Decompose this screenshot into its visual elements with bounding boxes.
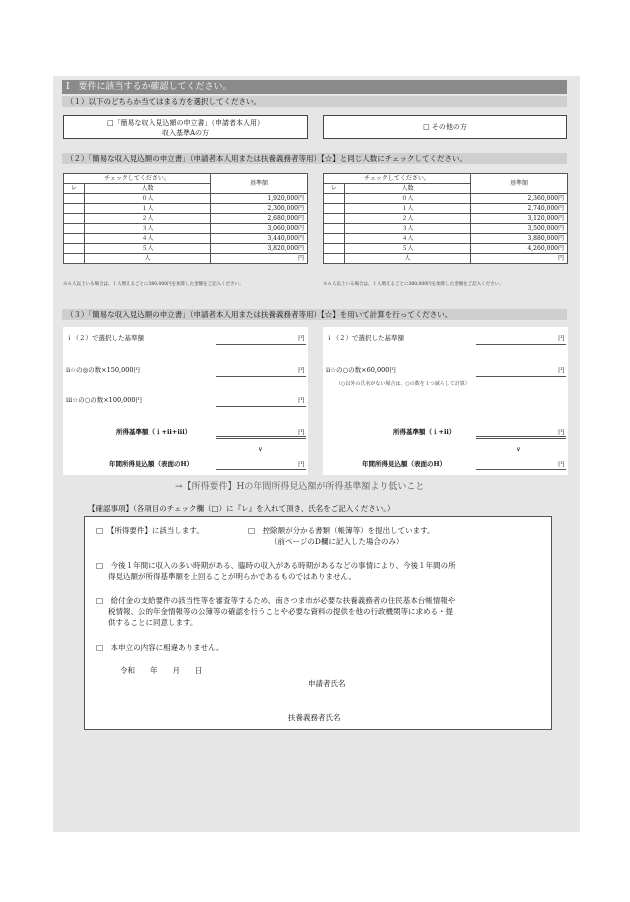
confirm-item-truthful[interactable]: □ 本申立の内容に相違ありません。 <box>96 643 224 652</box>
table-row[interactable]: ４人 3,880,000円 <box>324 234 568 244</box>
confirm-title: 【確認事項】（各項目のチェック欄（□）に『レ』を入れて頂き、氏名をご記入ください。） <box>88 504 395 513</box>
option-a-line2: 収入基準Aの方 <box>161 129 210 137</box>
calc-left-ii: ii☆の◎の数×150,000円 <box>66 366 140 374</box>
table-row[interactable]: 人 円 <box>64 254 308 264</box>
table-row[interactable]: ５人 4,260,000円 <box>324 244 568 254</box>
check-header: チェックしてください。 <box>64 174 211 184</box>
check-cell[interactable] <box>64 204 85 214</box>
table-right-note: ※６人以上いる場合は、１人増えるごとに380,000円を加算した金額をご記入ください。 <box>323 282 504 287</box>
calc-right-income-standard: 所得基準額（ｉ+ii） <box>393 428 456 436</box>
guardian-name-label: 扶養義務者氏名 <box>288 713 341 722</box>
calc-left-iii-field[interactable] <box>216 406 306 407</box>
calc-right-ii-field[interactable] <box>476 376 566 377</box>
amount-header: 基準額 <box>211 174 308 194</box>
question-1: （１）以下のどちらか当てはまる方を選択してください。 <box>62 96 567 107</box>
question-3: （３）「簡易な収入見込額の申立書」（申請者本人用または扶養義務者等用）【☆】を用いて計算を行ってください。 <box>62 309 567 320</box>
check-mark-header: レ <box>324 184 345 194</box>
confirm-item-deduction-docs[interactable]: □ 控除額が分かる書類（帳簿等）を提出しています。 <box>248 526 435 535</box>
check-cell[interactable] <box>324 214 345 224</box>
check-cell[interactable] <box>64 224 85 234</box>
table-row[interactable]: ０人 2,360,000円 <box>324 194 568 204</box>
income-requirement-note: →【所得要件】Hの年間所得見込額が所得基準額より低いこと <box>175 482 425 492</box>
section-title: Ⅰ 要件に該当するか確認してください。 <box>62 80 567 94</box>
calc-left-ii-field[interactable] <box>216 376 306 377</box>
option-b-box[interactable] <box>323 115 567 139</box>
standard-table-left <box>63 173 308 264</box>
check-header: チェックしてください。 <box>324 174 471 184</box>
greater-than-sign: ∨ <box>258 445 263 453</box>
people-header: 人数 <box>345 184 471 194</box>
calc-block-right <box>323 327 568 475</box>
check-cell[interactable] <box>64 234 85 244</box>
greater-than-sign: ∨ <box>516 445 521 453</box>
amount-header: 基準額 <box>471 174 568 194</box>
calc-left-income-standard-field[interactable] <box>216 436 306 439</box>
calc-right-note: （○以外の氏名がない場合は、○の数を１つ減らして計算） <box>336 381 470 387</box>
check-cell[interactable] <box>64 244 85 254</box>
calc-left-i: ｉ（２）で選択した基準額 <box>66 334 144 342</box>
table-row[interactable]: ２人 3,120,000円 <box>324 214 568 224</box>
confirm-item-income[interactable]: □ 【所得要件】に該当します。 <box>96 526 204 535</box>
check-mark-header: レ <box>64 184 85 194</box>
confirm-item-deduction-note: （前ページのD欄に記入した場合のみ） <box>270 537 404 546</box>
confirm-item-no-increase-line2: 得見込額が所得基準額を上回ることが明らかであるものではありません。 <box>108 572 356 581</box>
calc-right-annual: 年間所得見込額（表面のH） <box>362 460 447 468</box>
confirm-item-consent-line1[interactable]: □ 給付金の支給要件の該当性等を審査等するため、南さつま市が必要な扶養義務者の住民基本台帳情報や <box>96 596 456 605</box>
check-cell[interactable] <box>64 194 85 204</box>
table-row[interactable]: 人 円 <box>324 254 568 264</box>
confirm-item-consent-line2: 税情報、公的年金情報等の公簿等の確認を行うことや必要な資料の提供を他の行政機関等に求める・提 <box>108 607 453 616</box>
calc-right-i-field[interactable] <box>476 344 566 345</box>
table-row[interactable]: １人 2,740,000円 <box>324 204 568 214</box>
table-row[interactable]: ２人 2,680,000円 <box>64 214 308 224</box>
confirm-item-no-increase-line1[interactable]: □ 今後１年間に収入の多い時期がある、臨時の収入がある時期があるなどの事情により、今後１年間の所 <box>96 561 456 570</box>
table-left-note: ※６人以上いる場合は、１人増えるごとに380,000円を加算した金額をご記入ください。 <box>63 282 244 287</box>
option-a-line1: □「簡易な収入見込額の申立書」（申請者本人用） <box>106 119 265 127</box>
check-cell[interactable] <box>64 214 85 224</box>
table-row[interactable]: ３人 3,060,000円 <box>64 224 308 234</box>
check-cell[interactable] <box>324 234 345 244</box>
date-field[interactable]: 令和 年 月 日 <box>120 666 203 675</box>
question-2: （２）「簡易な収入見込額の申立書」（申請者本人用または扶養義務者等用）【☆】と同じ人数にチェックしてください。 <box>62 153 567 164</box>
table-row[interactable]: ５人 3,820,000円 <box>64 244 308 254</box>
calc-right-annual-field[interactable] <box>476 469 566 470</box>
check-cell[interactable] <box>324 244 345 254</box>
check-cell[interactable] <box>324 224 345 234</box>
calc-left-iii: iii☆の○の数×100,000円 <box>66 396 143 404</box>
table-row[interactable]: １人 2,300,000円 <box>64 204 308 214</box>
table-row[interactable]: ３人 3,500,000円 <box>324 224 568 234</box>
check-cell[interactable] <box>64 254 85 264</box>
standard-table-right <box>323 173 568 264</box>
people-header: 人数 <box>85 184 211 194</box>
confirm-item-consent-line3: 供することに同意します。 <box>108 618 198 627</box>
calc-left-i-field[interactable] <box>216 344 306 345</box>
option-b-label: □ その他の方 <box>423 123 467 131</box>
check-cell[interactable] <box>324 254 345 264</box>
check-cell[interactable] <box>324 204 345 214</box>
calc-left-annual-field[interactable] <box>216 469 306 470</box>
calc-right-i: ｉ（２）で選択した基準額 <box>326 334 404 342</box>
table-row[interactable]: ４人 3,440,000円 <box>64 234 308 244</box>
calc-left-annual: 年間所得見込額（表面のH） <box>109 460 194 468</box>
calc-right-income-standard-field[interactable] <box>476 436 566 439</box>
table-row[interactable]: ０人 1,920,000円 <box>64 194 308 204</box>
applicant-name-label: 申請者氏名 <box>308 679 346 688</box>
calc-left-income-standard: 所得基準額（ｉ+ii+iii） <box>116 428 192 436</box>
option-a-box[interactable] <box>63 115 308 139</box>
calc-right-ii: ii☆の○の数×60,000円 <box>326 366 396 374</box>
check-cell[interactable] <box>324 194 345 204</box>
